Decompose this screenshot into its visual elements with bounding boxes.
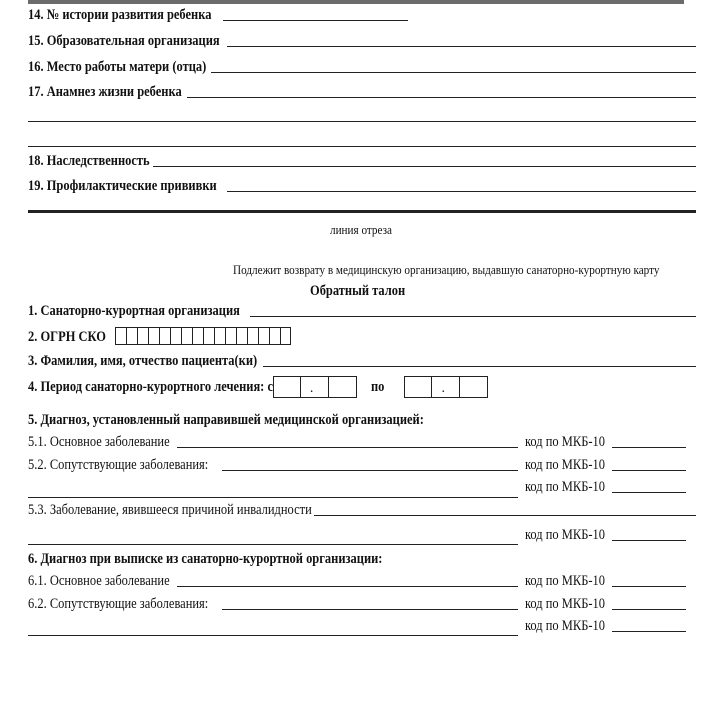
field-disability-5-3[interactable] bbox=[314, 514, 696, 516]
field-comorbid-6-2[interactable] bbox=[222, 608, 518, 610]
field-main-disease-5-1[interactable] bbox=[177, 446, 518, 448]
mkb-6-2 bbox=[525, 596, 686, 612]
label-ogrn: 2. ОГРН СКО bbox=[28, 329, 106, 345]
label-anamnesis: 17. Анамнез жизни ребенка bbox=[28, 84, 182, 100]
mkb-label: код по МКБ-10 bbox=[525, 527, 605, 543]
mkb-5-3 bbox=[525, 527, 686, 543]
row-heredity bbox=[28, 153, 696, 169]
label-patient-name: 3. Фамилия, имя, отчество пациента(ки) bbox=[28, 353, 258, 369]
row-disability-5-3 bbox=[28, 502, 696, 518]
row-discharge-diagnosis bbox=[28, 551, 696, 567]
row-sanatorium-org bbox=[28, 303, 696, 319]
date-from[interactable]: . bbox=[273, 376, 357, 398]
mkb-6-2b bbox=[525, 618, 686, 634]
row-comorbid-5-2 bbox=[28, 457, 518, 473]
field-vaccinations[interactable] bbox=[227, 190, 696, 192]
label-history-number: 14. № истории развития ребенка bbox=[28, 7, 212, 23]
field-anamnesis[interactable] bbox=[187, 96, 696, 98]
row-comorbid-6-2 bbox=[28, 596, 518, 612]
mkb-label: код по МКБ-10 bbox=[525, 479, 605, 495]
label-main-disease-5-1: 5.1. Основное заболевание bbox=[28, 434, 170, 450]
label-to: по bbox=[370, 379, 385, 395]
label-sanatorium-org: 1. Санаторно-курортная организация bbox=[28, 303, 240, 319]
mkb-5-2b bbox=[525, 479, 686, 495]
comorbid-6-2-line-2[interactable] bbox=[28, 634, 518, 636]
field-main-disease-6-1[interactable] bbox=[177, 585, 518, 587]
label-heredity: 18. Наследственность bbox=[28, 153, 150, 169]
row-main-disease-6-1 bbox=[28, 573, 518, 589]
mkb-field-6-2b[interactable] bbox=[612, 630, 686, 632]
row-main-disease-5-1 bbox=[28, 434, 518, 450]
mkb-field-5-2[interactable] bbox=[612, 469, 686, 471]
field-patient-name[interactable] bbox=[263, 365, 696, 367]
cut-line-label: линия отреза bbox=[330, 222, 393, 237]
field-heredity[interactable] bbox=[153, 165, 696, 167]
top-border bbox=[28, 0, 684, 4]
row-referral-diagnosis bbox=[28, 412, 696, 428]
field-comorbid-5-2[interactable] bbox=[222, 469, 518, 471]
label-vaccinations: 19. Профилактические прививки bbox=[28, 178, 217, 194]
label-comorbid-5-2: 5.2. Сопутствующие заболевания: bbox=[28, 457, 209, 473]
disability-line-2[interactable] bbox=[28, 543, 518, 545]
row-anamnesis bbox=[28, 84, 696, 100]
mkb-5-1 bbox=[525, 434, 686, 450]
mkb-label: код по МКБ-10 bbox=[525, 618, 605, 634]
row-history-number bbox=[28, 7, 408, 23]
row-ogrn bbox=[28, 327, 291, 345]
row-parent-work bbox=[28, 59, 696, 75]
mkb-field-6-1[interactable] bbox=[612, 585, 686, 587]
mkb-5-2 bbox=[525, 457, 686, 473]
field-history-number[interactable] bbox=[223, 19, 408, 21]
mkb-label: код по МКБ-10 bbox=[525, 434, 605, 450]
label-parent-work: 16. Место работы матери (отца) bbox=[28, 59, 207, 75]
row-patient-name bbox=[28, 353, 696, 369]
mkb-label: код по МКБ-10 bbox=[525, 596, 605, 612]
field-parent-work[interactable] bbox=[211, 71, 696, 73]
mkb-label: код по МКБ-10 bbox=[525, 573, 605, 589]
label-comorbid-6-2: 6.2. Сопутствующие заболевания: bbox=[28, 596, 209, 612]
row-education-org bbox=[28, 33, 696, 49]
comorbid-5-2-line-2[interactable] bbox=[28, 496, 518, 498]
talon-title: Обратный талон bbox=[310, 283, 406, 299]
label-main-disease-6-1: 6.1. Основное заболевание bbox=[28, 573, 170, 589]
ogrn-boxes[interactable] bbox=[115, 327, 291, 345]
field-sanatorium-org[interactable] bbox=[250, 315, 696, 317]
label-education-org: 15. Образовательная организация bbox=[28, 33, 220, 49]
mkb-6-1 bbox=[525, 573, 686, 589]
cut-divider bbox=[28, 210, 696, 213]
mkb-field-5-3[interactable] bbox=[612, 539, 686, 541]
label-referral-diagnosis: 5. Диагноз, установленный направившей медицинской организацией: bbox=[28, 412, 424, 428]
row-treatment-period bbox=[28, 376, 488, 398]
anamnesis-line-3[interactable] bbox=[28, 146, 696, 147]
field-education-org[interactable] bbox=[227, 45, 696, 47]
mkb-field-6-2[interactable] bbox=[612, 608, 686, 610]
mkb-label: код по МКБ-10 bbox=[525, 457, 605, 473]
return-note: Подлежит возврату в медицинскую организацию, выдавшую санаторно-курортную карту bbox=[233, 262, 660, 277]
anamnesis-line-2[interactable] bbox=[28, 121, 696, 122]
date-to[interactable]: . bbox=[404, 376, 488, 398]
row-vaccinations bbox=[28, 178, 696, 194]
mkb-field-5-2b[interactable] bbox=[612, 491, 686, 493]
label-disability-5-3: 5.3. Заболевание, явившееся причиной инвалидности bbox=[28, 502, 312, 518]
label-discharge-diagnosis: 6. Диагноз при выписке из санаторно-курортной организации: bbox=[28, 551, 383, 567]
label-treatment-period: 4. Период санаторно-курортного лечения: с bbox=[28, 379, 273, 395]
mkb-field-5-1[interactable] bbox=[612, 446, 686, 448]
